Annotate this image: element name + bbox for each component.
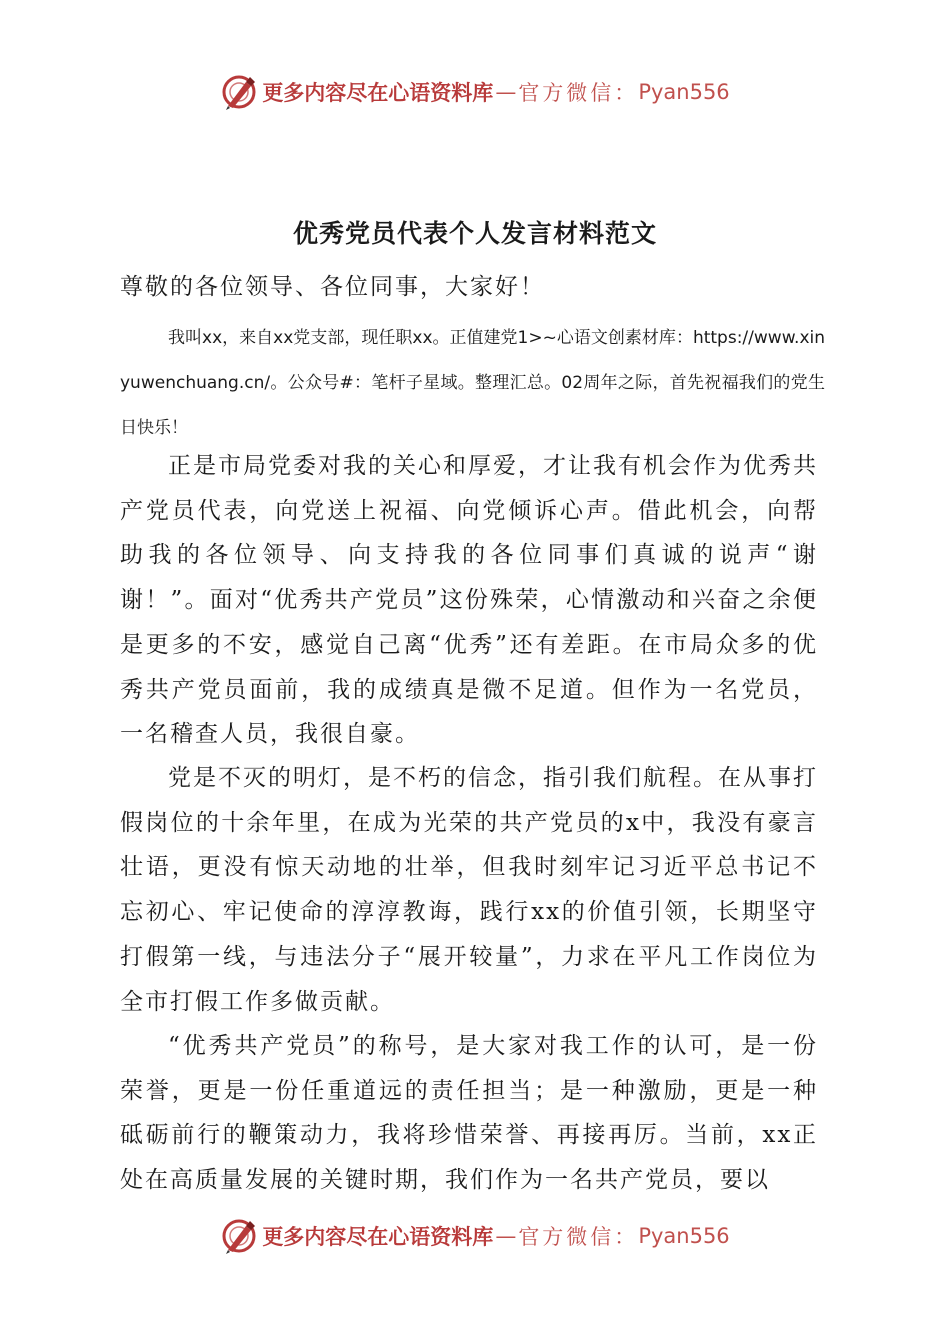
body-paragraph-2: 党是不灭的明灯，是不朽的信念，指引我们航程。在从事打假岗位的十余年里，在成为光荣的共产党员的x中，我没有豪言壮语，更没有惊天动地的壮举，但我时刻牢记习近平总书记不忘初心、牢记使命的淳淳教诲，践行xx的价值引领，长期坚守打假第一线，与违法分子“展开较量”，力求在平凡工作岗位为全市打假工作多做贡献。 — [120, 765, 818, 1015]
footer-dash: — — [495, 1224, 517, 1248]
greeting: 尊敬的各位领导、各位同事，大家好！ — [120, 274, 545, 300]
banner-slogan: 更多内容尽在心语资料库 — [262, 80, 494, 105]
banner-dash: — — [495, 80, 517, 104]
footer-wechat-id: Pyan556 — [638, 1224, 730, 1248]
banner-wechat-label: 官方微信： — [518, 81, 639, 105]
body-paragraph-3: “优秀共产党员”的称号，是大家对我工作的认可，是一份荣誉，更是一份任重道远的责任担当；是一种激励，更是一种砥砺前行的鞭策动力，我将珍惜荣誉、再接再厉。当前，xx正处在高质量发展的关键时期，我们作为一名共产党员，要以 — [120, 1033, 818, 1194]
banner-wechat-id: Pyan556 — [638, 80, 730, 104]
intro-paragraph: 我叫xx，来自xx党支部，现任职xx。正值建党1>~心语文创素材库：https://www.xinyuwenchuang.cn/。公众号#：笔杆子星域。整理汇总。02周年之际，首先祝福我们的党生日快乐！ — [120, 328, 825, 438]
footer-wechat-label: 官方微信： — [518, 1225, 639, 1249]
pen-logo-icon — [220, 1217, 258, 1255]
body-paragraph-1: 正是市局党委对我的关心和厚爱，才让我有机会作为优秀共产党员代表，向党送上祝福、向党倾诉心声。借此机会，向帮助我的各位领导、向支持我的各位同事们真诚的说声“谢谢！”。面对“优秀共产党员”这份殊荣，心情激动和兴奋之余便是更多的不安，感觉自己离“优秀”还有差距。在市局众多的优秀共产党员面前，我的成绩真是微不足道。但作为一名党员，一名稽查人员，我很自豪。 — [120, 453, 818, 748]
document-title: 优秀党员代表个人发言材料范文 — [292, 219, 657, 248]
footer-slogan: 更多内容尽在心语资料库 — [262, 1224, 494, 1249]
footer-banner — [0, 1214, 950, 1258]
pen-logo-icon — [220, 73, 258, 111]
header-banner — [0, 70, 950, 114]
